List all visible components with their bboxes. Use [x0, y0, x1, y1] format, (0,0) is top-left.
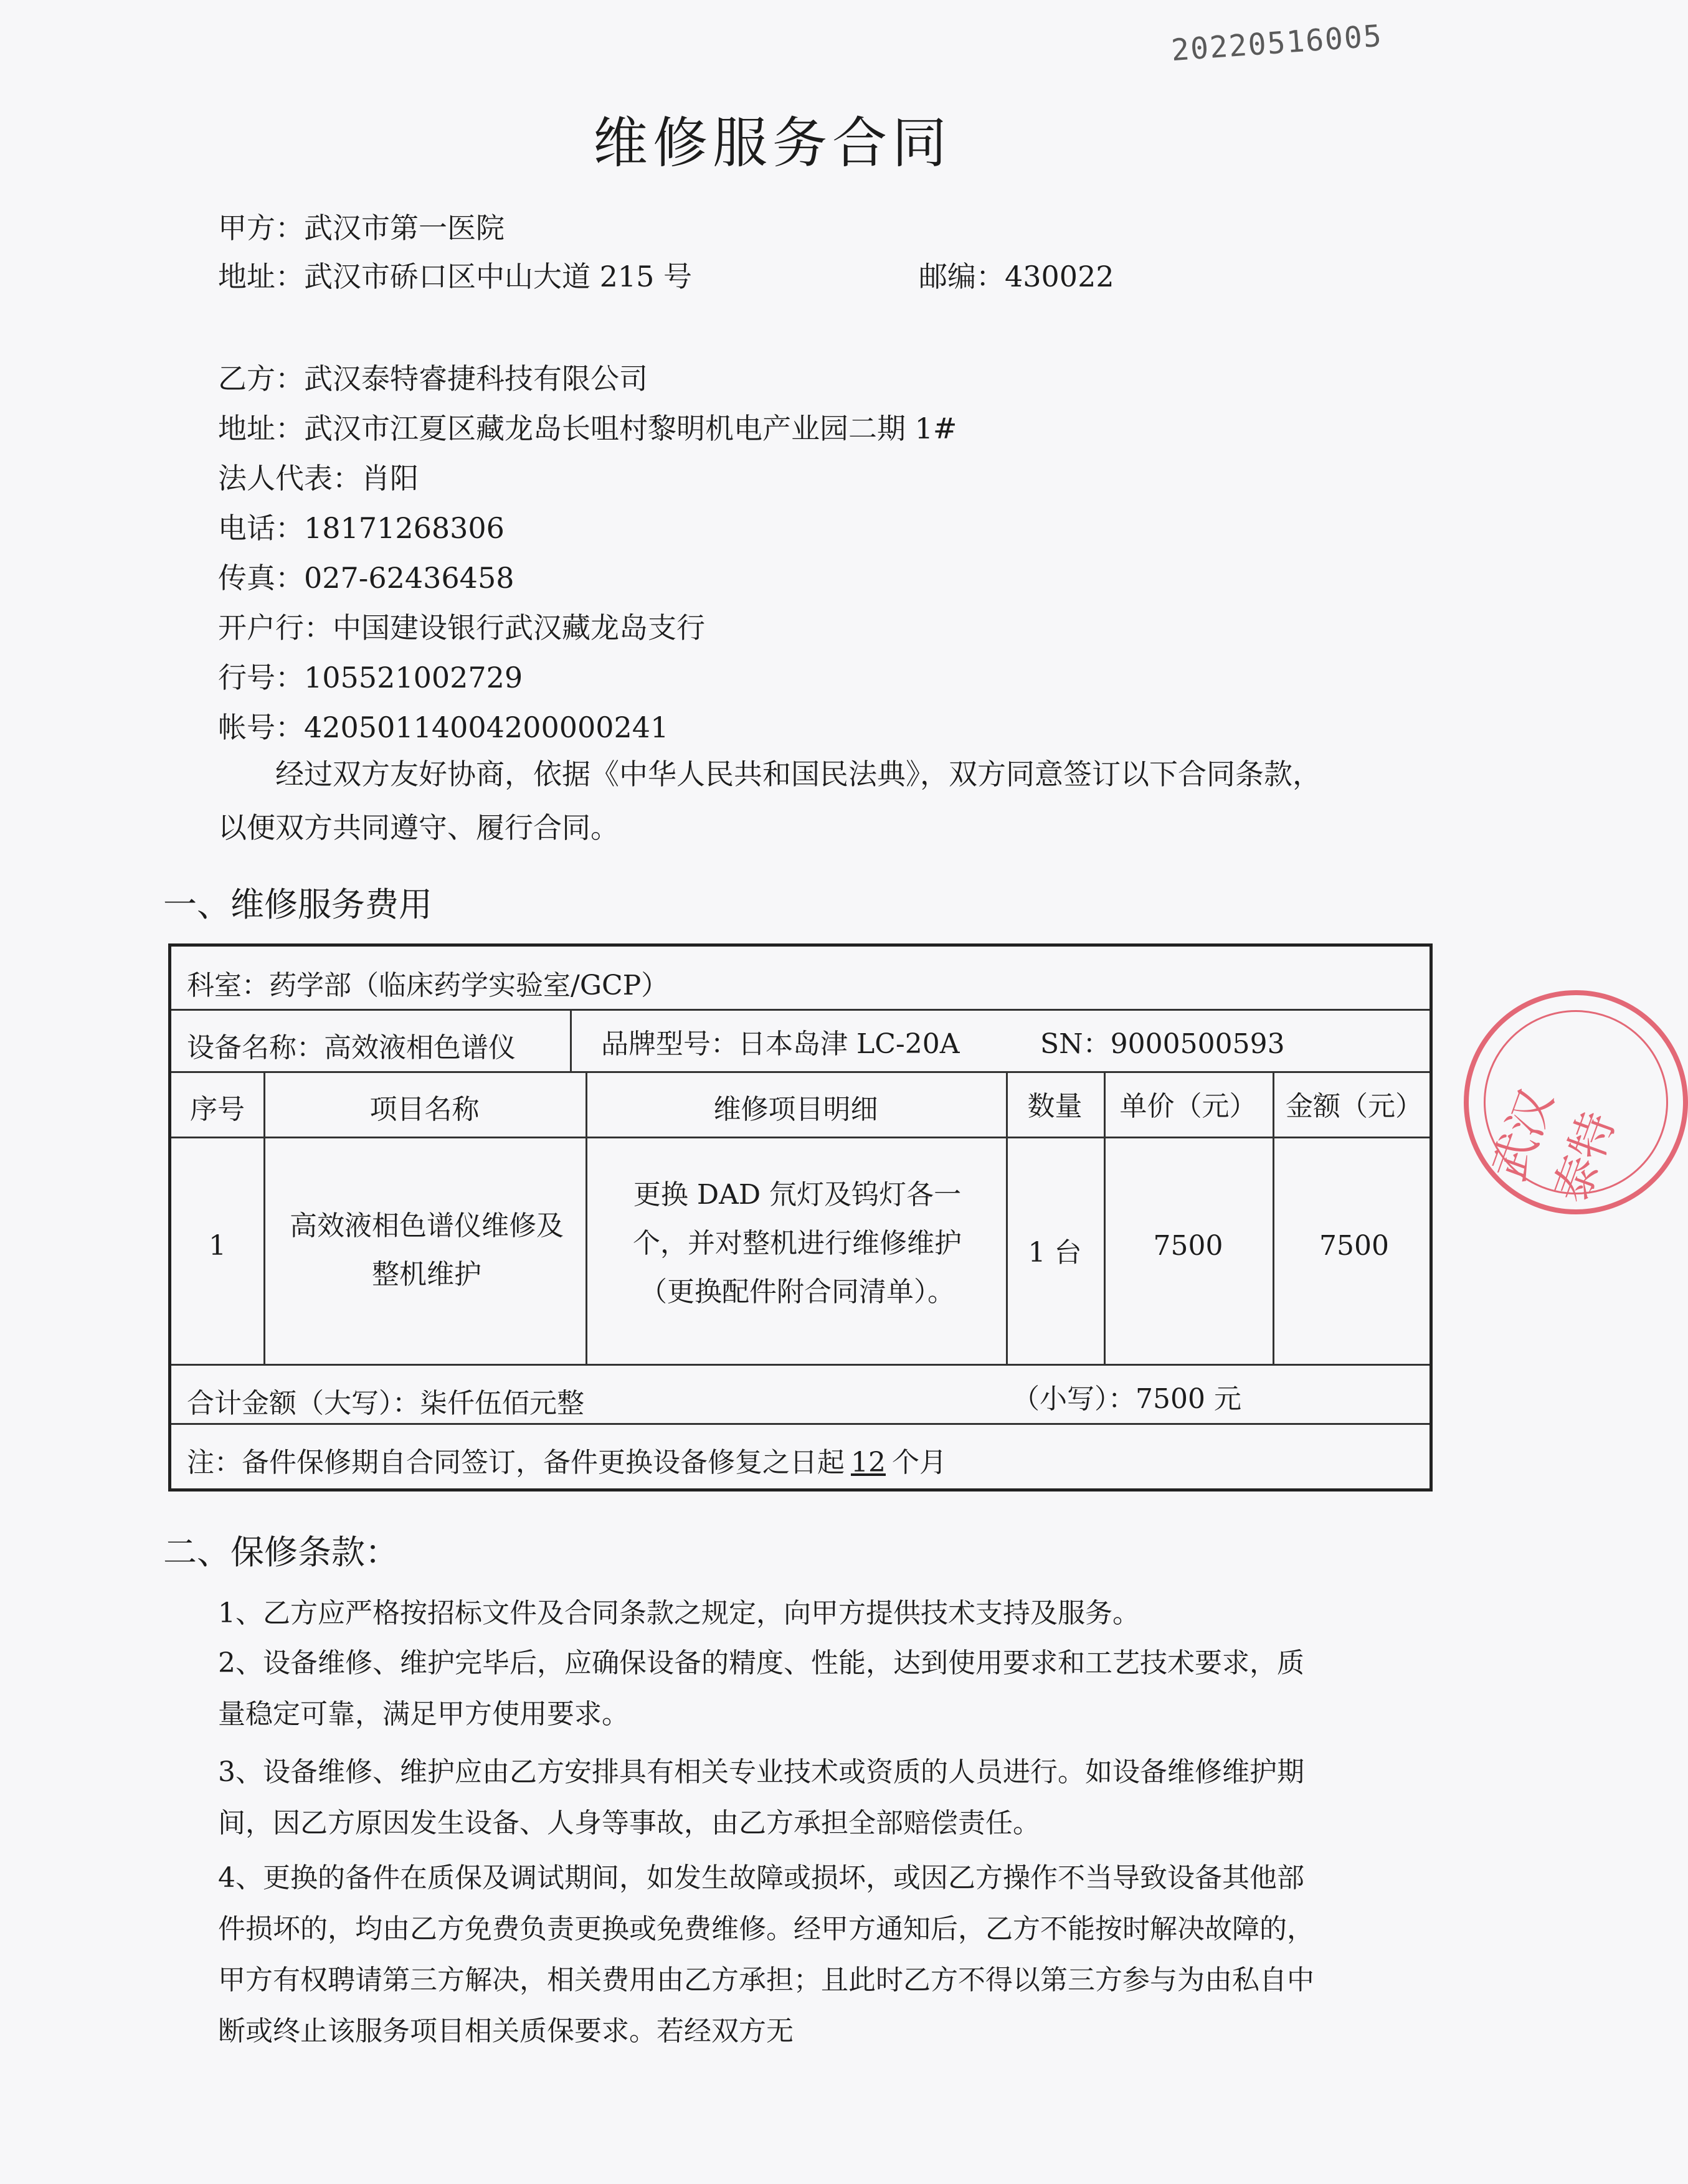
row-no: 1: [209, 1230, 226, 1262]
header-item: 项目名称: [369, 1094, 480, 1125]
warranty-note: [187, 1440, 947, 1480]
row-unit-price: 7500: [1153, 1230, 1223, 1262]
row-amount: 7500: [1319, 1230, 1389, 1262]
stamp-text: 武汉泰特: [1482, 1082, 1626, 1210]
party-b-name: 乙方：武汉泰特睿捷科技有限公司: [218, 362, 648, 395]
party-a-name: 甲方：武汉市第一医院: [218, 211, 505, 245]
repair-fee-table: [168, 943, 1433, 1491]
party-b-bank-number: 行号：105521002729: [218, 661, 523, 694]
row-detail: 更换 DAD 氘灯及钨灯各一个，并对整机进行维修维护（更换配件附合同清单）。: [633, 1179, 962, 1308]
warranty-note-months: 12: [851, 1447, 886, 1478]
party-b-account: 帐号：42050114004200000241: [218, 711, 669, 744]
row-item: 高效液相色谱仪维修及整机维护: [290, 1210, 564, 1290]
header-no: 序号: [190, 1094, 245, 1125]
clause-3: 3、设备维修、维护应由乙方安排具有相关专业技术或资质的人员进行。如设备维修维护期间，因乙方原因发生设备、人身等事故，由乙方承担全部赔偿责任。: [218, 1756, 1304, 1839]
serial-number-cell: SN：9000500593: [1040, 1028, 1285, 1060]
total-lower: （小写）：7500 元: [1012, 1383, 1241, 1415]
party-a-postcode: 邮编：430022: [919, 260, 1114, 293]
header-detail: 维修项目明细: [713, 1094, 878, 1125]
company-seal-stamp: [1464, 990, 1688, 1214]
warranty-note-suffix: 个月: [892, 1447, 947, 1478]
document-title: 维修服务合同: [592, 111, 952, 175]
header-amount: 金额（元）: [1286, 1090, 1423, 1122]
warranty-note-prefix: 注：备件保修期自合同签订，备件更换设备修复之日起: [187, 1447, 845, 1478]
party-b-fax: 传真：027-62436458: [218, 561, 514, 595]
clause-4: 4、更换的备件在质保及调试期间，如发生故障或损坏，或因乙方操作不当导致设备其他部件损坏的，均由乙方免费负责更换或免费维修。经甲方通知后，乙方不能按时解决故障的，甲方有权聘请第三方解决，相关费用由乙方承担；且此时乙方不得以第三方参与为由私自中断或终止该服务项目相关质保要求。若经双方无: [218, 1862, 1314, 2047]
row-qty: 1 台: [1028, 1237, 1082, 1269]
header-qty: 数量: [1027, 1090, 1083, 1122]
total-upper: 合计金额（大写）：柒仟伍佰元整: [187, 1387, 584, 1419]
department-cell: 科室：药学部（临床药学实验室/GCP）: [187, 970, 669, 1001]
device-name-cell: 设备名称：高效液相色谱仪: [187, 1032, 516, 1064]
brand-model-cell: 品牌型号：日本岛津 LC-20A: [601, 1028, 960, 1060]
party-b-representative: 法人代表：肖阳: [218, 461, 419, 495]
party-b-bank: 开户行：中国建设银行武汉藏龙岛支行: [218, 611, 705, 645]
party-b-address: 地址：武汉市江夏区藏龙岛长咀村黎明机电产业园二期 1#: [218, 412, 957, 445]
party-a-address: 地址：武汉市硚口区中山大道 215 号: [218, 260, 693, 293]
clause-1: 1、乙方应严格按招标文件及合同条款之规定，向甲方提供技术支持及服务。: [218, 1597, 1140, 1629]
header-unit-price: 单价（元）: [1119, 1090, 1257, 1122]
clause-2: 2、设备维修、维护完毕后，应确保设备的精度、性能，达到使用要求和工艺技术要求，质量稳定可靠，满足甲方使用要求。: [218, 1647, 1304, 1730]
intro-paragraph: 经过双方友好协商，依据《中华人民共和国民法典》，双方同意签订以下合同条款，以便双方共同遵守、履行合同。: [218, 757, 1321, 844]
section2-heading: 二、保修条款：: [163, 1533, 399, 1572]
handwritten-number: 20220516005: [1170, 18, 1384, 69]
section1-heading: 一、维修服务费用: [163, 885, 432, 924]
party-b-phone: 电话：18171268306: [218, 511, 505, 545]
